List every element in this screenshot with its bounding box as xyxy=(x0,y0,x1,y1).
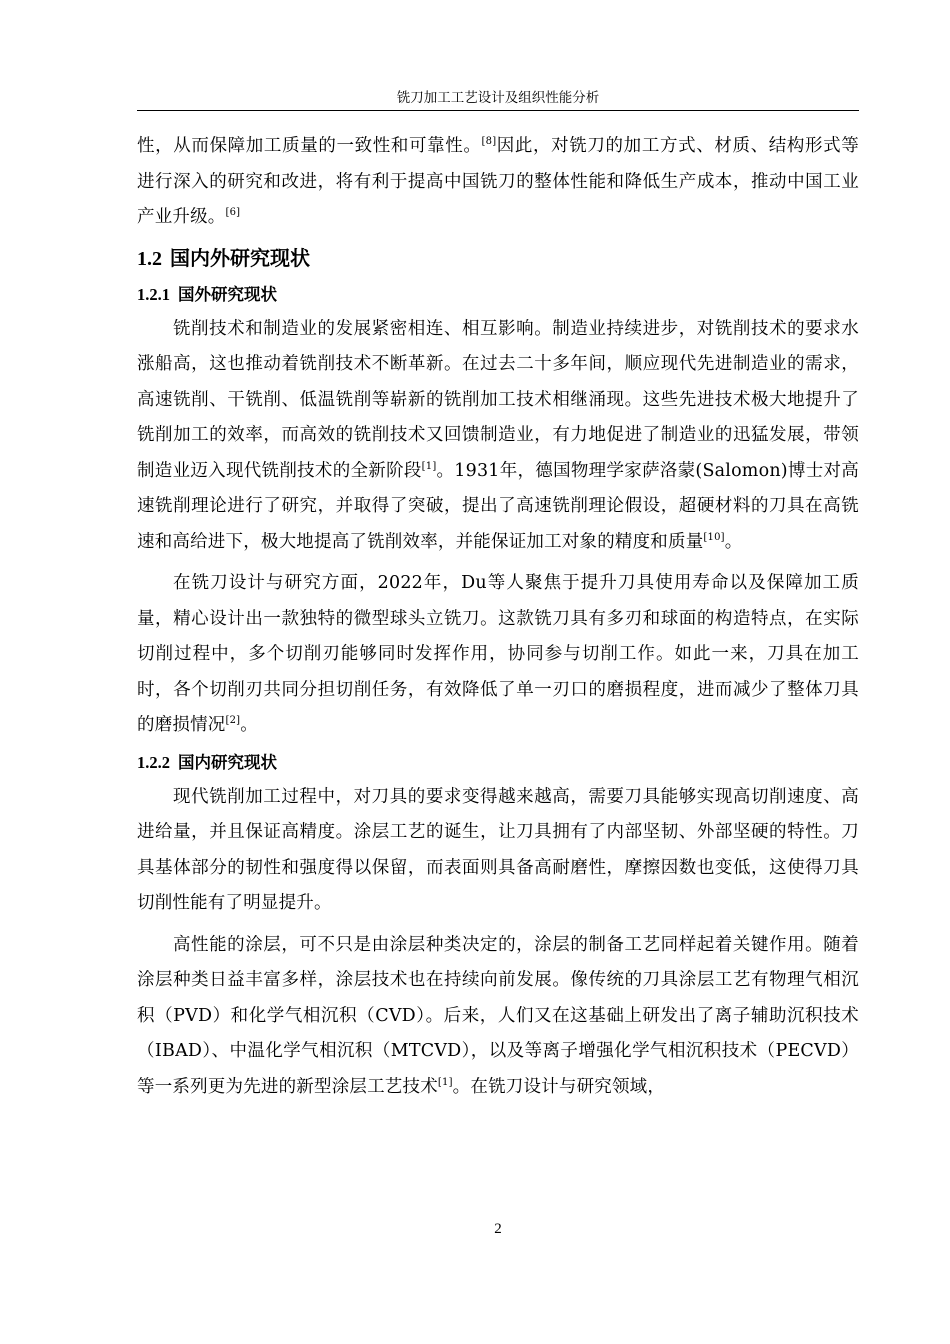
section-title: 国内外研究现状 xyxy=(170,245,310,270)
subsection-heading-1-2-2 xyxy=(137,748,859,778)
text-run: 现代铣削加工过程中，对刀具的要求变得越来越高，需要刀具能够实现高切削速度、高进给量，并且保证高精度。涂层工艺的诞生，让刀具拥有了内部坚韧、外部坚硬的特性。刀具基体部分的韧性和强度得以保留，而表面则具备高耐磨性，摩擦因数也变低，这使得刀具切削性能有了明显提升。 xyxy=(137,786,859,913)
paragraph-foreign-research xyxy=(137,312,859,561)
text-run: 。 xyxy=(724,531,743,552)
citation-ref: [1] xyxy=(421,460,437,472)
text-run: 。在铣刀设计与研究领域， xyxy=(452,1076,666,1097)
page-body xyxy=(137,129,859,1105)
text-run: 性，从而保障加工质量的一致性和可靠性。 xyxy=(137,136,482,156)
subsection-heading-1-2-1 xyxy=(137,280,859,310)
paragraph-domestic-research xyxy=(137,780,859,922)
header-rule xyxy=(137,110,859,111)
text-run: 。 xyxy=(240,715,258,735)
citation-ref: [10] xyxy=(703,531,725,543)
section-heading-1-2 xyxy=(137,241,859,276)
text-run: 因此，对铣刀的加工方式、材质、结构形式等进行深入的研究和改进，将有利于提高中国铣刀的整体性能和降低生产成本，推动中国工业产业升级。 xyxy=(137,136,859,227)
running-header: 铣刀加工工艺设计及组织性能分析 xyxy=(396,90,600,106)
section-title: 国外研究现状 xyxy=(178,284,277,304)
citation-ref: [6] xyxy=(225,207,241,219)
text-run: 。1931年，德国物理学家萨洛蒙(Salomon)博士对高速铣削理论进行了研究，并取得了突破，提出了高速铣削理论假设，超硬材料的刀具在高铣速和高给进下，极大地提高了铣削效率，并能保证加工对象的精度和质量 xyxy=(137,460,859,552)
citation-ref: [8] xyxy=(481,136,497,148)
paragraph-milling-design xyxy=(137,566,859,744)
citation-ref: [2] xyxy=(225,715,241,727)
section-number: 1.2.1 xyxy=(137,284,170,304)
section-number: 1.2.2 xyxy=(137,752,170,772)
page-number: 2 xyxy=(494,1221,502,1237)
paragraph-continuation xyxy=(137,129,859,236)
text-run: 在铣刀设计与研究方面，2022年，Du等人聚焦于提升刀具使用寿命以及保障加工质量，精心设计出一款独特的微型球头立铣刀。这款铣刀具有多刃和球面的构造特点，在实际切削过程中，多个切削刃能够同时发挥作用，协同参与切削工作。如此一来，刀具在加工时，各个切削刃共同分担切削任务，有效降低了单一刃口的磨损程度，进而减少了整体刀具的磨损情况 xyxy=(137,573,859,735)
section-number: 1.2 xyxy=(137,247,162,270)
paragraph-coating-process xyxy=(137,928,859,1106)
text-run: 铣削技术和制造业的发展紧密相连、相互影响。制造业持续进步，对铣削技术的要求水涨船高，这也推动着铣削技术不断革新。在过去二十多年间，顺应现代先进制造业的需求，高速铣削、干铣削、低温铣削等崭新的铣削加工技术相继涌现。这些先进技术极大地提升了铣削加工的效率，而高效的铣削技术又回馈制造业，有力地促进了制造业的迅猛发展，带领制造业迈入现代铣削技术的全新阶段 xyxy=(137,318,859,481)
section-title: 国内研究现状 xyxy=(178,752,277,772)
text-run: 高性能的涂层，可不只是由涂层种类决定的，涂层的制备工艺同样起着关键作用。随着涂层种类日益丰富多样，涂层技术也在持续向前发展。像传统的刀具涂层工艺有物理气相沉积（PVD）和化学气相沉积（CVD）。后来，人们又在这基础上研发出了离子辅助沉积技术（IBAD）、中温化学气相沉积（MTCVD），以及等离子增强化学气相沉积技术（PECVD）等一系列更为先进的新型涂层工艺技术 xyxy=(137,934,859,1097)
citation-ref: [1] xyxy=(437,1076,453,1088)
